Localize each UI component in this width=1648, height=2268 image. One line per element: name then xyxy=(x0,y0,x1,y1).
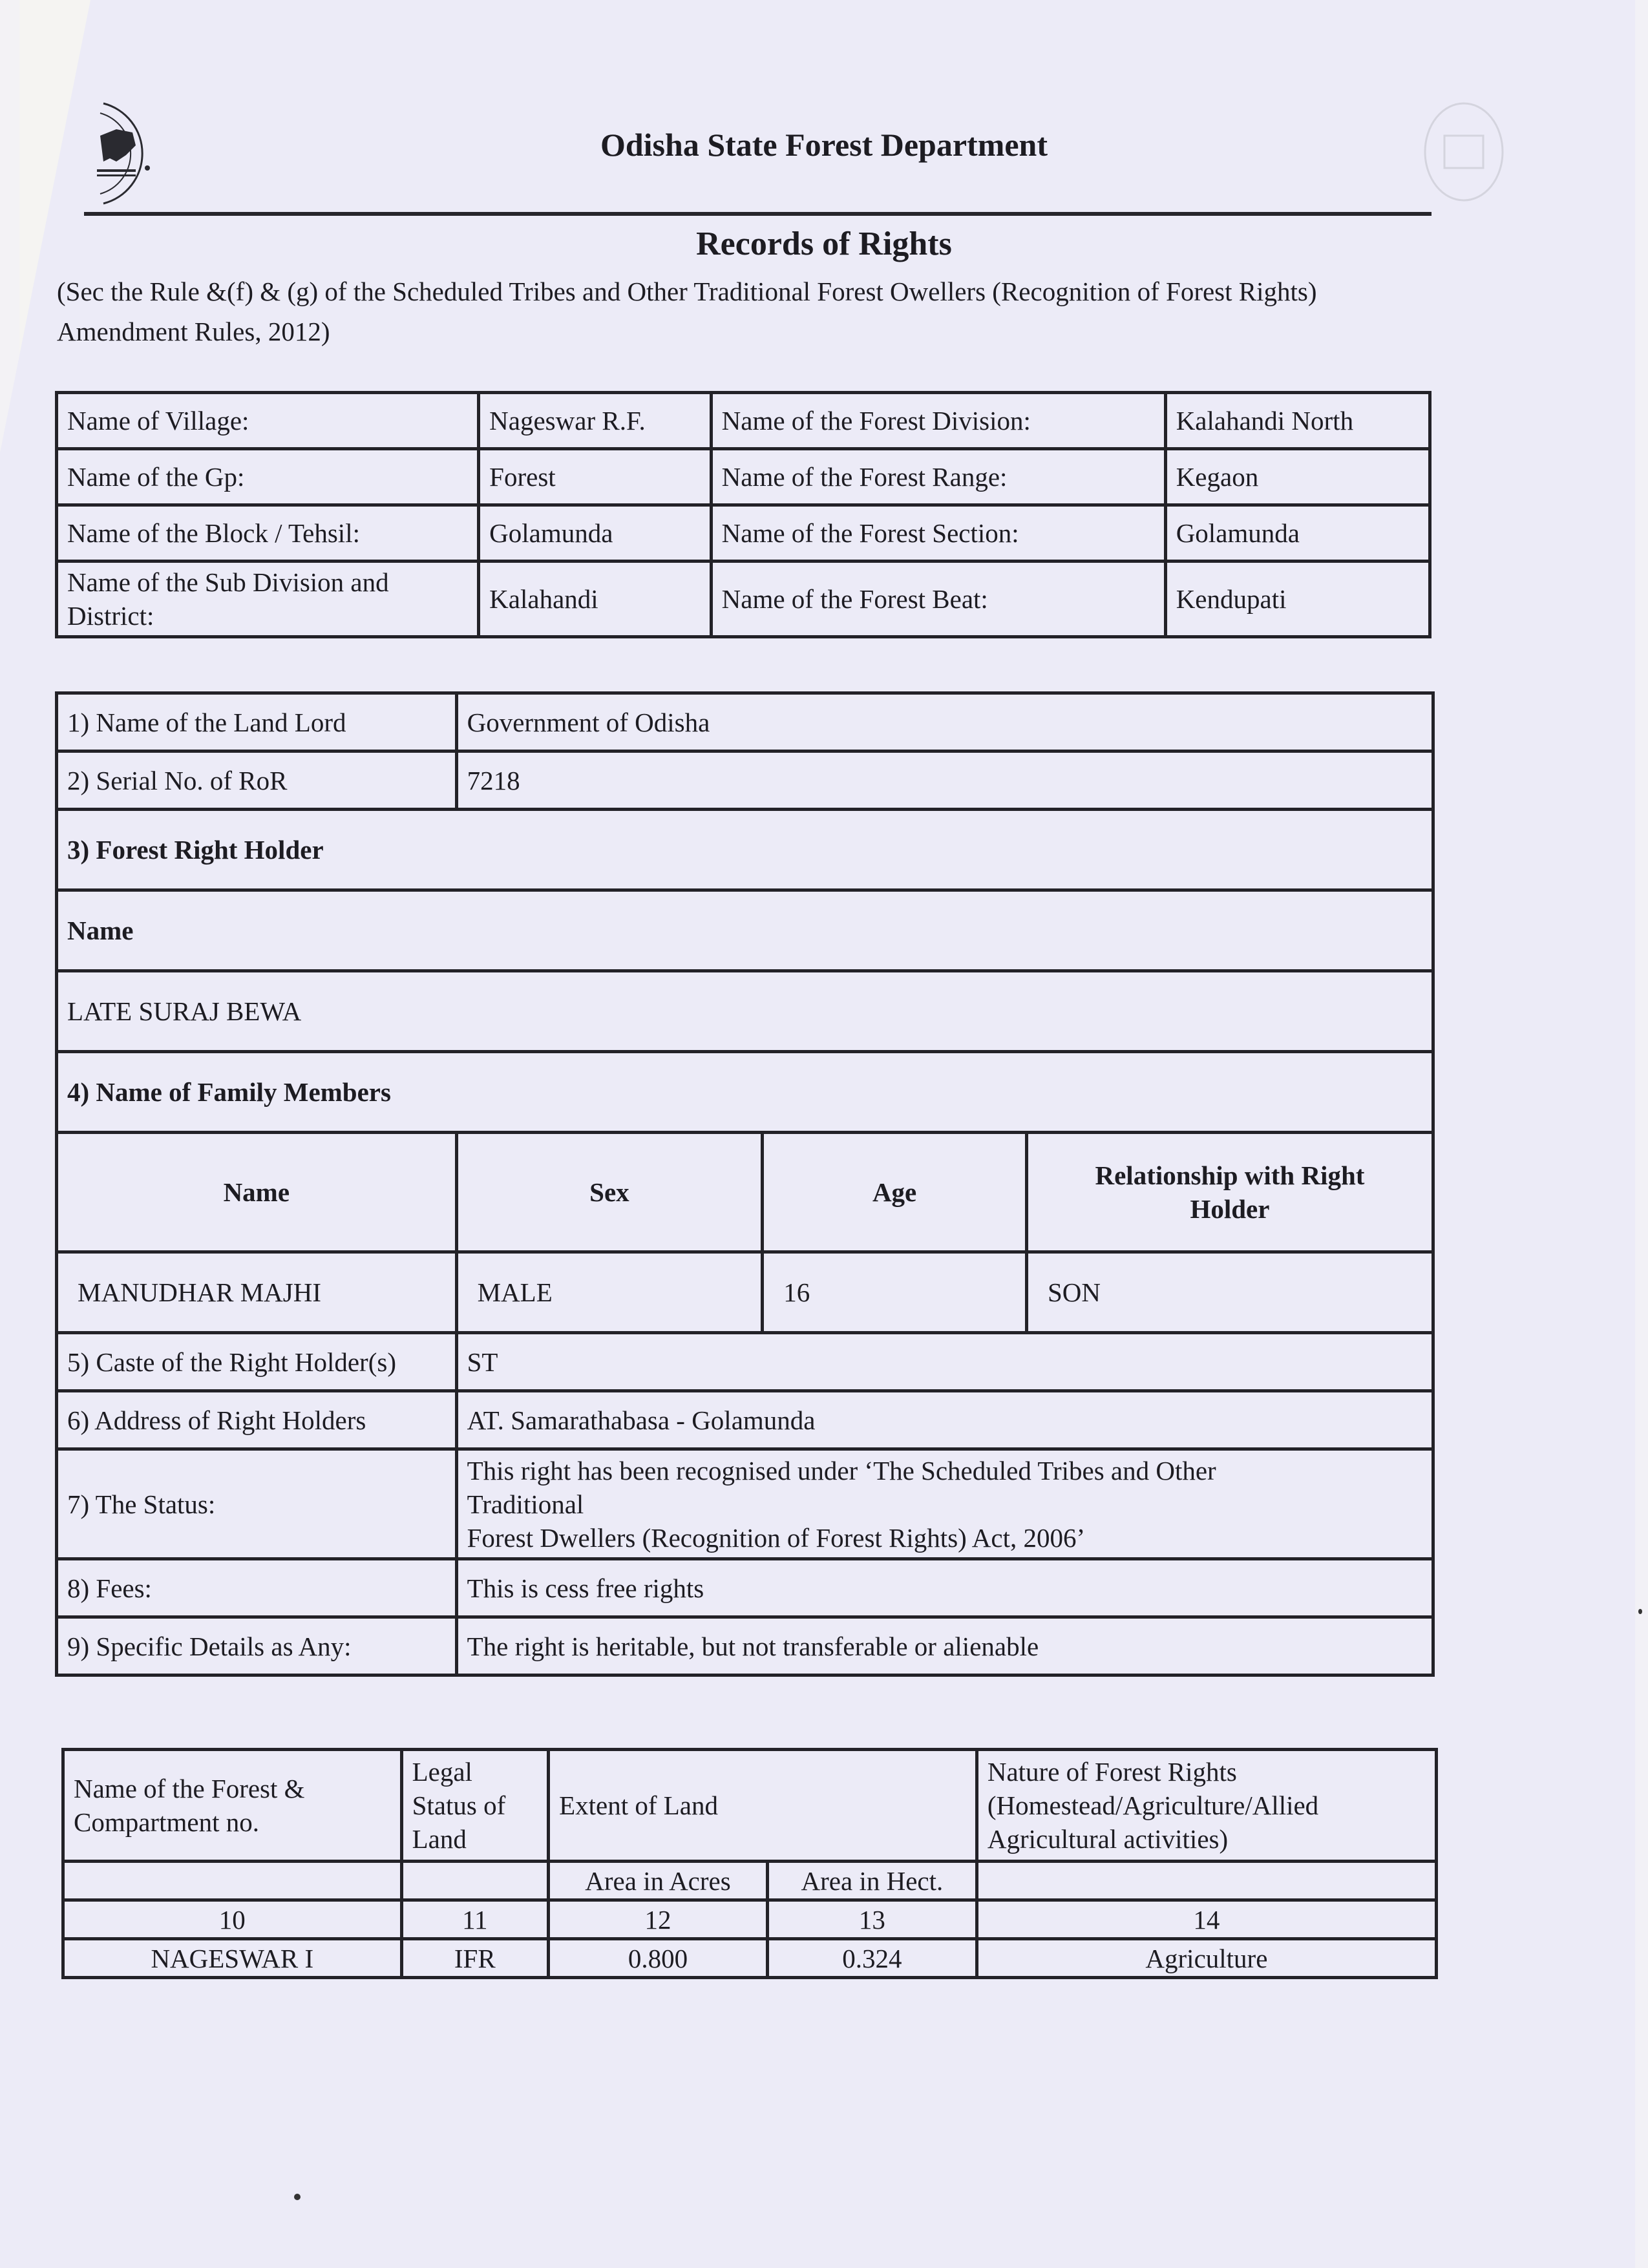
table-row xyxy=(57,1133,1433,1252)
member-relationship: SON xyxy=(1026,1252,1433,1333)
empty-cell xyxy=(401,1862,548,1900)
value-forest-beat: Kendupati xyxy=(1165,562,1430,637)
label-forest-range: Name of the Forest Range: xyxy=(711,449,1165,505)
value-specific-details: The right is heritable, but not transferable or alienable xyxy=(456,1617,1433,1675)
member-sex: MALE xyxy=(456,1252,763,1333)
table-row xyxy=(57,1559,1433,1617)
header-divider xyxy=(84,212,1431,216)
table-row xyxy=(57,1617,1433,1675)
department-title: Odisha State Forest Department xyxy=(600,127,1048,163)
label-forest-division: Name of the Forest Division: xyxy=(711,393,1165,449)
scan-speck xyxy=(294,2194,301,2200)
empty-cell xyxy=(63,1862,402,1900)
label-gp: Name of the Gp: xyxy=(57,449,479,505)
column-header-sex: Sex xyxy=(456,1133,763,1252)
nature-of-right: Agriculture xyxy=(977,1939,1436,1978)
column-header-extent: Extent of Land xyxy=(549,1750,977,1862)
label-forest-section: Name of the Forest Section: xyxy=(711,505,1165,562)
member-name: MANUDHAR MAJHI xyxy=(57,1252,457,1333)
label-status: 7) The Status: xyxy=(57,1449,457,1559)
holder-name: LATE SURAJ BEWA xyxy=(57,971,1433,1052)
rule-reference: (Sec the Rule &(f) & (g) of the Scheduled Tribes and Other Traditional Forest Owellers (Recognition of Forest Rights) Amendment Rules, 2012) xyxy=(57,277,1317,346)
column-header-relationship: Relationship with Right Holder xyxy=(1026,1133,1433,1252)
empty-cell xyxy=(977,1862,1436,1900)
location-table xyxy=(55,391,1431,638)
label-sub-division: Name of the Sub Division and District: xyxy=(57,562,479,637)
forest-name: NAGESWAR I xyxy=(63,1939,402,1978)
value-caste: ST xyxy=(456,1333,1433,1391)
table-row xyxy=(63,1750,1437,1862)
column-header-forest: Name of the Forest & Compartment no. xyxy=(63,1750,402,1862)
value-fees: This is cess free rights xyxy=(456,1559,1433,1617)
label-block: Name of the Block / Tehsil: xyxy=(57,505,479,562)
column-header-name: Name xyxy=(57,1133,457,1252)
area-hect: 0.324 xyxy=(767,1939,977,1978)
table-row xyxy=(57,693,1433,751)
value-block: Golamunda xyxy=(479,505,711,562)
status-line: Traditional xyxy=(467,1489,584,1519)
table-row xyxy=(63,1862,1437,1900)
label-specific-details: 9) Specific Details as Any: xyxy=(57,1617,457,1675)
area-acres: 0.800 xyxy=(549,1939,768,1978)
value-address: AT. Samarathabasa - Golamunda xyxy=(456,1391,1433,1449)
value-status xyxy=(456,1449,1433,1559)
table-row xyxy=(57,393,1430,449)
table-row xyxy=(57,1052,1433,1133)
label-address: 6) Address of Right Holders xyxy=(57,1391,457,1449)
document-title: Records of Rights xyxy=(696,226,952,262)
table-row xyxy=(57,562,1430,637)
table-row xyxy=(57,971,1433,1052)
page-right-edge xyxy=(1635,0,1648,2268)
sub-header-hect: Area in Hect. xyxy=(767,1862,977,1900)
table-row xyxy=(57,1333,1433,1391)
heading-name: Name xyxy=(57,890,1433,971)
rights-table xyxy=(55,691,1435,1677)
value-forest-section: Golamunda xyxy=(1165,505,1430,562)
table-row xyxy=(57,449,1430,505)
table-row xyxy=(63,1939,1437,1978)
column-header-legal-status: Legal Status of Land xyxy=(401,1750,548,1862)
table-row xyxy=(57,751,1433,810)
label-village: Name of Village: xyxy=(57,393,479,449)
legal-status: IFR xyxy=(401,1939,548,1978)
label-serial: 2) Serial No. of RoR xyxy=(57,751,457,810)
sub-header-acres: Area in Acres xyxy=(549,1862,768,1900)
status-line: This right has been recognised under ‘The Scheduled Tribes and Other xyxy=(467,1455,1216,1486)
column-number: 14 xyxy=(977,1900,1436,1939)
table-row xyxy=(57,810,1433,890)
label-land-lord: 1) Name of the Land Lord xyxy=(57,693,457,751)
member-age: 16 xyxy=(763,1252,1027,1333)
column-number: 11 xyxy=(401,1900,548,1939)
value-forest-division: Kalahandi North xyxy=(1165,393,1430,449)
column-header-nature: Nature of Forest Rights (Homestead/Agriculture/Allied Agricultural activities) xyxy=(977,1750,1436,1862)
column-number: 10 xyxy=(63,1900,402,1939)
column-number: 12 xyxy=(549,1900,768,1939)
value-serial: 7218 xyxy=(456,751,1433,810)
table-row xyxy=(57,1391,1433,1449)
table-row xyxy=(57,1449,1433,1559)
heading-family-members: 4) Name of Family Members xyxy=(57,1052,1433,1133)
value-land-lord: Government of Odisha xyxy=(456,693,1433,751)
label-fees: 8) Fees: xyxy=(57,1559,457,1617)
table-row xyxy=(57,1252,1433,1333)
heading-forest-right-holder: 3) Forest Right Holder xyxy=(57,810,1433,890)
land-table xyxy=(61,1748,1438,1979)
label-forest-beat: Name of the Forest Beat: xyxy=(711,562,1165,637)
value-forest-range: Kegaon xyxy=(1165,449,1430,505)
table-row xyxy=(57,505,1430,562)
status-line: Forest Dwellers (Recognition of Forest Rights) Act, 2006’ xyxy=(467,1522,1086,1553)
column-header-age: Age xyxy=(763,1133,1027,1252)
value-gp: Forest xyxy=(479,449,711,505)
value-sub-division: Kalahandi xyxy=(479,562,711,637)
scan-speck xyxy=(1638,1609,1642,1614)
table-row xyxy=(57,890,1433,971)
column-number: 13 xyxy=(767,1900,977,1939)
table-row xyxy=(63,1900,1437,1939)
value-village: Nageswar R.F. xyxy=(479,393,711,449)
label-caste: 5) Caste of the Right Holder(s) xyxy=(57,1333,457,1391)
